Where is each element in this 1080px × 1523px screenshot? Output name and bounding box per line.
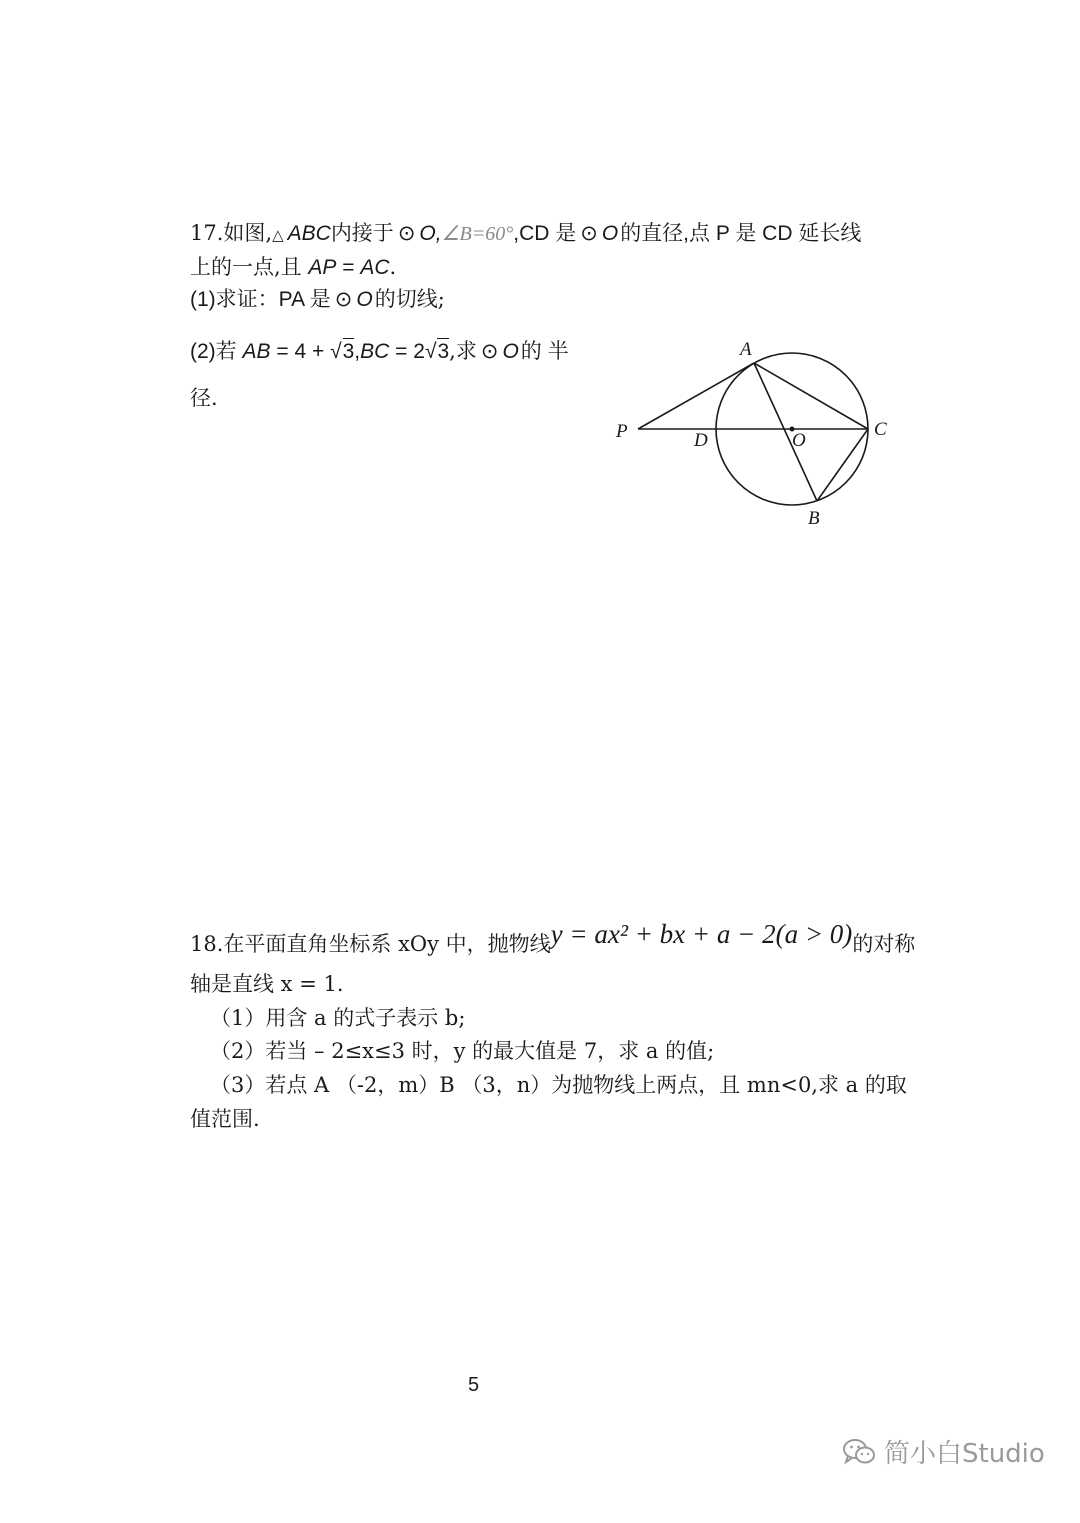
q17-part2: (2)若 AB = 4 + √3,BC = 2√3,求 ⊙ O的半 (190, 339, 575, 363)
segment-pa (638, 363, 754, 429)
segment-ab (754, 363, 817, 501)
watermark (842, 1433, 1045, 1470)
q17-part2-cont: 径. (190, 386, 218, 410)
circle-dot-symbol: ⊙ (397, 222, 416, 245)
circle-figure (610, 335, 930, 535)
page-number: 5 (468, 1374, 480, 1396)
label-b: B (808, 508, 820, 529)
label-p: P (616, 421, 628, 442)
q17-number: 17.如图, (190, 221, 273, 245)
q17-line1: 17.如图,△ ABC内接于 ⊙ O,∠B=60°,CD 是 ⊙ O的直径,点 P 是 CD 延长线 (190, 221, 862, 245)
label-a: A (740, 339, 752, 360)
q18-line2: 轴是直线 x = 1. (190, 972, 344, 996)
angle-b-condition: ∠B=60° (441, 223, 514, 245)
segment-bc (817, 429, 868, 501)
label-c: C (874, 419, 887, 440)
q18-part2: （2）若当 – 2≤x≤3 时，y 的最大值是 7，求 a 的值; (210, 1039, 715, 1063)
q17-line2: 上的一点,且 AP = AC. (190, 255, 397, 279)
parabola-equation: y = ax² + bx + a − 2(a > 0) (550, 919, 853, 949)
sqrt-symbol: √ (330, 340, 342, 363)
wechat-icon (842, 1437, 876, 1467)
watermark-text: 简小白Studio (884, 1439, 1045, 1469)
q18-part1: （1）用含 a 的式子表示 b; (210, 1006, 466, 1030)
label-d: D (694, 430, 708, 451)
q18-part3-cont: 值范围. (190, 1107, 260, 1131)
q18-line1: 18.在平面直角坐标系 xOy 中，抛物线y = ax² + bx + a − 2(a > 0)的对称 (190, 919, 916, 956)
triangle-symbol: △ (272, 227, 284, 244)
segment-ac (754, 363, 868, 429)
q17-part1: (1)求证：PA 是 ⊙ O的切线; (190, 287, 445, 311)
label-o: O (792, 430, 806, 451)
q18-part3: （3）若点 A （-2，m）B （3，n）为抛物线上两点，且 mn<0,求 a 的取 (210, 1073, 907, 1097)
